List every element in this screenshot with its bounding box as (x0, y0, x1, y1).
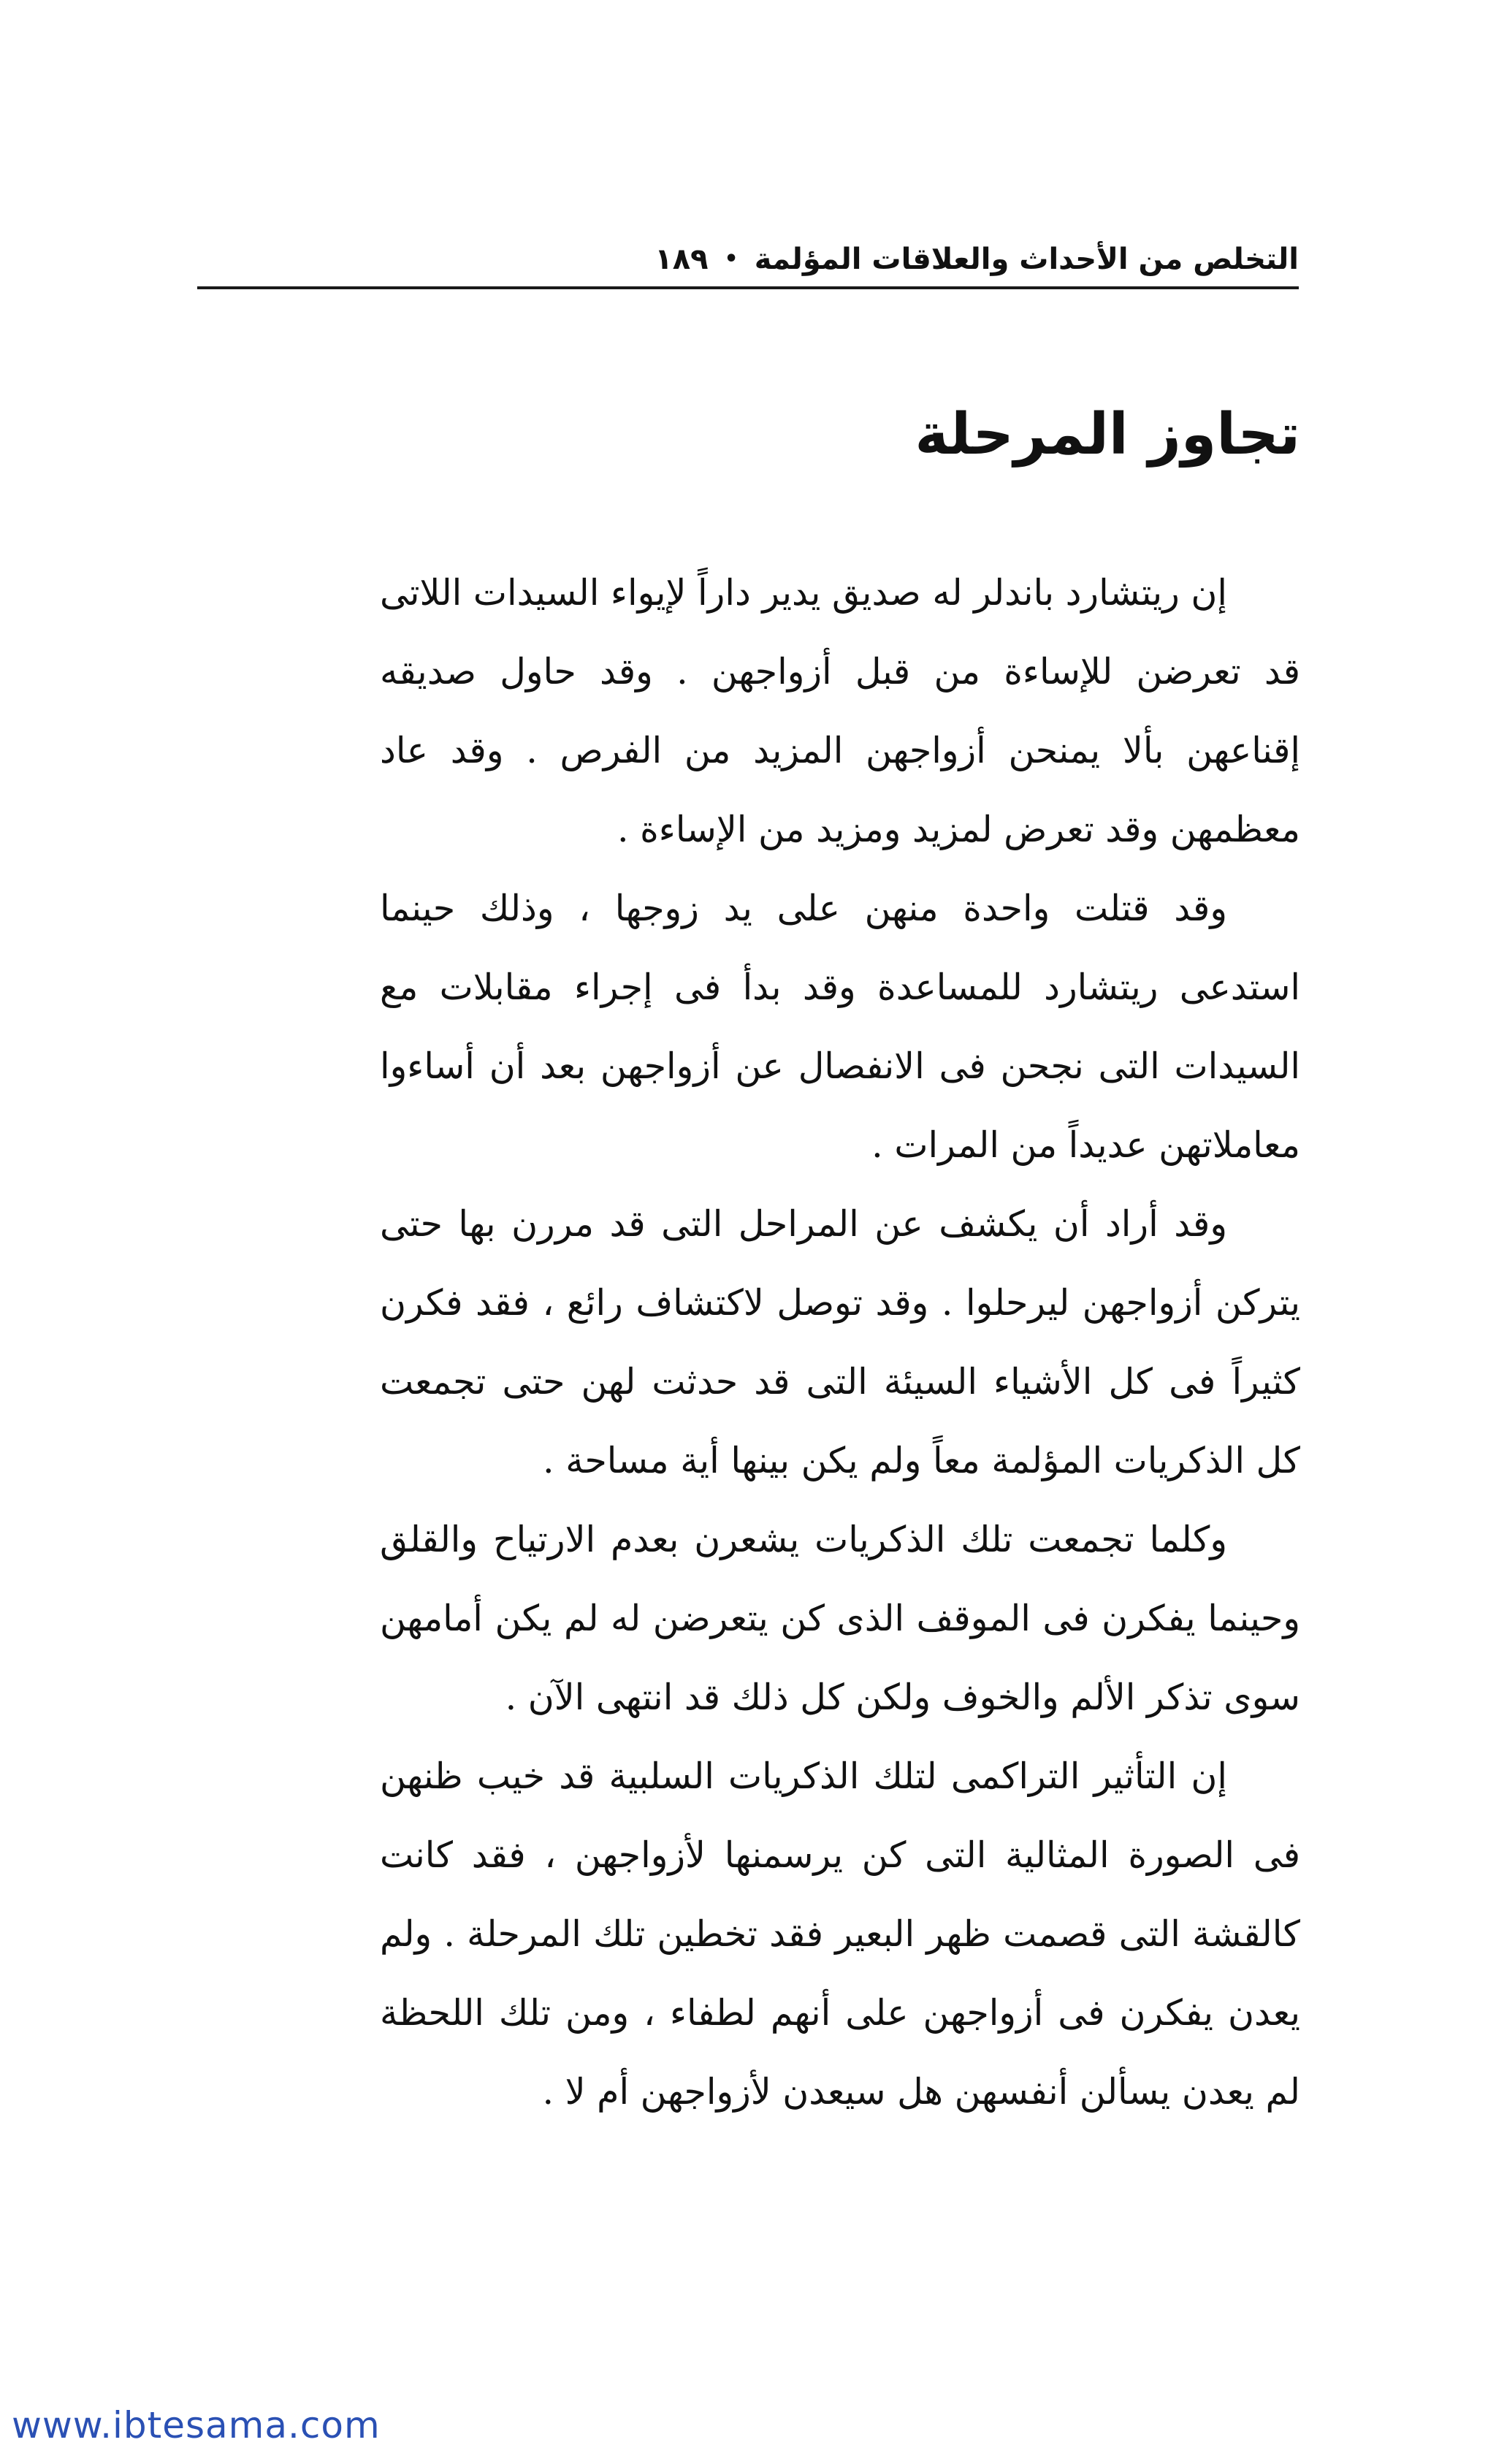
header-separator: • (724, 246, 739, 272)
paragraph-2: وقد قتلت واحدة منهن على يد زوجها ، وذلك حينما استدعى ريتشارد للمساعدة وقد بدأ فى إجراء مقابلات مع السيدات التى نجحن فى الانفصال عن أزواجهن بعد أن أساءوا معاملاتهن عديداً من المرات . (380, 888, 1300, 1166)
paragraph-1: إن ريتشارد باندلر له صديق يدير داراً لإيواء السيدات اللاتى قد تعرضن للإساءة من قبل أزواجهن . وقد حاول صديقه إقناعهن بألا يمنحن أزواجهن المزيد من الفرص . وقد عاد معظمهن وقد تعرض لمزيد ومزيد من الإساءة . (380, 572, 1300, 850)
body-text (380, 554, 1300, 2132)
paragraph-5: إن التأثير التراكمى لتلك الذكريات السلبية قد خيب ظنهن فى الصورة المثالية التى كن يرسمنها لأزواجهن ، فقد كانت كالقشة التى قصمت ظهر البعير فقد تخطين تلك المرحلة . ولم يعدن يفكرن فى أزواجهن على أنهم لطفاء ، ومن تلك اللحظة لم يعدن يسألن أنفسهن هل سيعدن لأزواجهن أم لا . (380, 1755, 1300, 2113)
paragraph-3: وقد أراد أن يكشف عن المراحل التى قد مررن بها حتى يتركن أزواجهن ليرحلوا . وقد توصل لاكتشاف رائع ، فقد فكرن كثيراً فى كل الأشياء السيئة التى قد حدثت لهن حتى تجمعت كل الذكريات المؤلمة معاً ولم يكن بينها أية مساحة . (380, 1203, 1300, 1481)
watermark-url: www.ibtesama.com (12, 2404, 381, 2446)
running-header (197, 232, 1299, 289)
section-title: تجاوز المرحلة (915, 402, 1300, 468)
page-number: ١٨٩ (654, 243, 709, 276)
paragraph-4: وكلما تجمعت تلك الذكريات يشعرن بعدم الارتياح والقلق وحينما يفكرن فى الموقف الذى كن يتعرضن له لم يكن أمامهن سوى تذكر الألم والخوف ولكن كل ذلك قد انتهى الآن . (380, 1519, 1300, 1718)
running-title: التخلص من الأحداث والعلاقات المؤلمة (754, 243, 1299, 276)
